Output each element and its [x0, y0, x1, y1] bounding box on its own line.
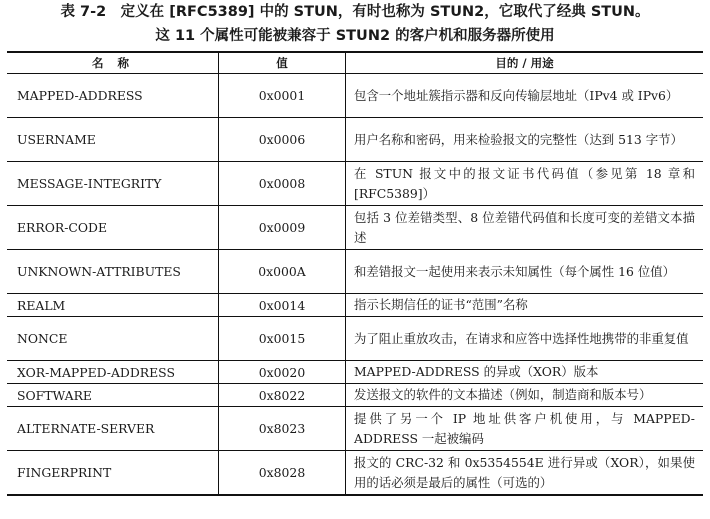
attribute-name: USERNAME: [7, 118, 219, 162]
attribute-name: ERROR-CODE: [7, 206, 219, 250]
attribute-description: 指示长期信任的证书“范围”名称: [346, 294, 704, 317]
attribute-value: 0x0008: [219, 162, 346, 206]
table-row: [7, 162, 703, 206]
table-row: [7, 74, 703, 118]
table-row: [7, 361, 703, 384]
table-row: [7, 250, 703, 294]
attribute-description: 用户名称和密码，用来检验报文的完整性（达到 513 字节）: [346, 118, 704, 162]
attribute-description: 发送报文的软件的文本描述（例如，制造商和版本号）: [346, 384, 704, 407]
attribute-name: NONCE: [7, 317, 219, 361]
attribute-description: 为了阻止重放攻击，在请求和应答中选择性地携带的非重复值: [346, 317, 704, 361]
attribute-value: 0x8028: [219, 451, 346, 496]
attribute-name: UNKNOWN-ATTRIBUTES: [7, 250, 219, 294]
attribute-description: 报文的 CRC-32 和 0x5354554E 进行异或（XOR），如果使用的话必须是最后的属性（可选的）: [346, 451, 704, 496]
attribute-description: 提供了另一个 IP 地址供客户机使用，与 MAPPED-ADDRESS 一起被编码: [346, 407, 704, 451]
attribute-name: FINGERPRINT: [7, 451, 219, 496]
table-row: [7, 206, 703, 250]
attribute-name: XOR-MAPPED-ADDRESS: [7, 361, 219, 384]
table-row: [7, 407, 703, 451]
header-value: 值: [219, 52, 346, 74]
attribute-value: 0x8022: [219, 384, 346, 407]
attribute-name: MAPPED-ADDRESS: [7, 74, 219, 118]
caption-line-2: 这 11 个属性可能被兼容于 STUN2 的客户机和服务器所使用: [155, 28, 555, 44]
table-row: [7, 451, 703, 496]
attribute-description: 和差错报文一起使用来表示未知属性（每个属性 16 位值）: [346, 250, 704, 294]
table-caption: [0, 0, 710, 48]
attribute-description: MAPPED-ADDRESS 的异或（XOR）版本: [346, 361, 704, 384]
caption-line-1: 表 7-2 定义在 [RFC5389] 中的 STUN，有时也称为 STUN2，它取代了经典 STUN。: [60, 4, 650, 20]
header-name: 名称: [7, 52, 219, 74]
attribute-name: MESSAGE-INTEGRITY: [7, 162, 219, 206]
attribute-value: 0x0001: [219, 74, 346, 118]
attribute-value: 0x000A: [219, 250, 346, 294]
attribute-name: SOFTWARE: [7, 384, 219, 407]
attribute-name: ALTERNATE-SERVER: [7, 407, 219, 451]
attribute-value: 0x0006: [219, 118, 346, 162]
header-description: 目的 / 用途: [346, 52, 704, 74]
table-header-row: [7, 52, 703, 74]
attribute-value: 0x8023: [219, 407, 346, 451]
attribute-value: 0x0009: [219, 206, 346, 250]
stun-attributes-table: [7, 51, 703, 496]
attribute-value: 0x0014: [219, 294, 346, 317]
table-row: [7, 317, 703, 361]
table-row: [7, 294, 703, 317]
attribute-value: 0x0020: [219, 361, 346, 384]
attribute-value: 0x0015: [219, 317, 346, 361]
attribute-name: REALM: [7, 294, 219, 317]
table-row: [7, 118, 703, 162]
table-row: [7, 384, 703, 407]
attribute-description: 包括 3 位差错类型、8 位差错代码值和长度可变的差错文本描述: [346, 206, 704, 250]
attribute-description: 包含一个地址簇指示器和反向传输层地址（IPv4 或 IPv6）: [346, 74, 704, 118]
attribute-description: 在 STUN 报文中的报文证书代码值（参见第 18 章和 [RFC5389]）: [346, 162, 704, 206]
